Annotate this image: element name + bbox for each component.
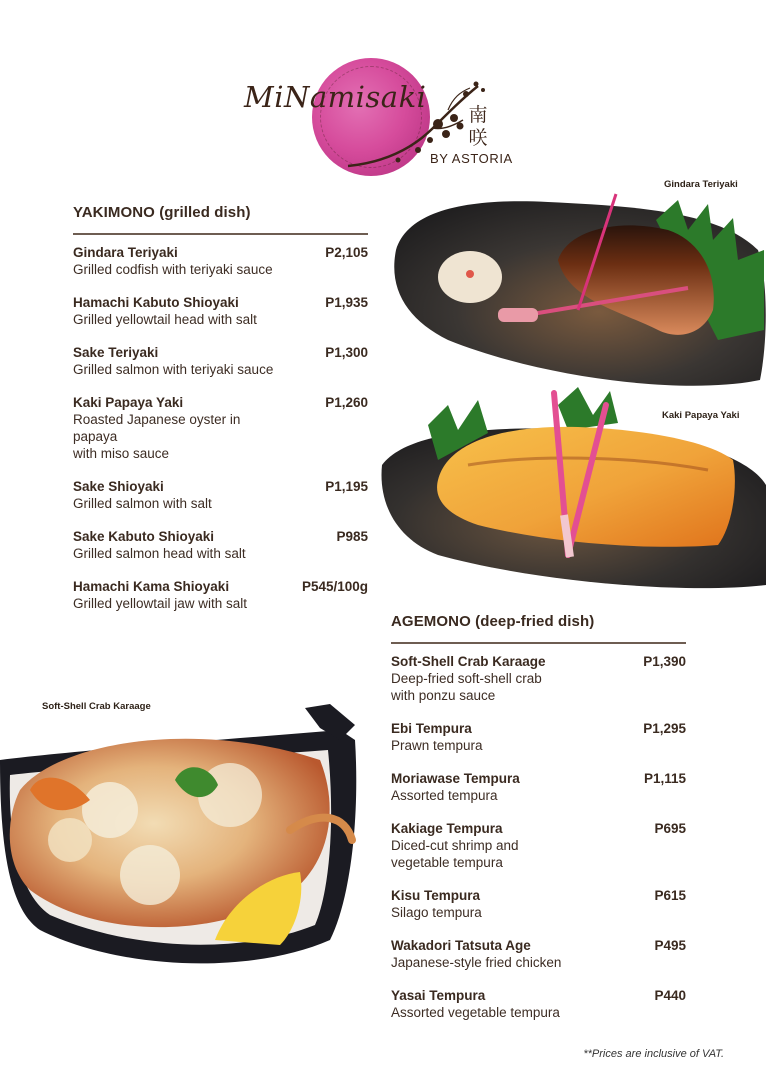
kaki-papaya-yaki-photo: [378, 385, 768, 595]
item-name: Gindara Teriyaki: [73, 245, 178, 260]
item-description: Grilled salmon head with salt: [73, 546, 246, 561]
item-name: Soft-Shell Crab Karaage: [391, 654, 546, 669]
item-description: Prawn tempura: [391, 738, 483, 753]
item-description: Assorted tempura: [391, 788, 498, 803]
item-name: Yasai Tempura: [391, 988, 486, 1003]
item-name: Wakadori Tatsuta Age: [391, 938, 531, 953]
section-title: YAKIMONO (grilled dish): [73, 204, 251, 221]
item-name: Moriawase Tempura: [391, 771, 520, 786]
item-name: Hamachi Kabuto Shioyaki: [73, 295, 239, 310]
item-name: Kaki Papaya Yaki: [73, 395, 184, 410]
menu-item: [391, 720, 686, 754]
item-price: P1,390: [643, 654, 686, 669]
menu-item: [73, 244, 368, 278]
logo-byline: BY ASTORIA: [430, 151, 513, 166]
menu-item: [391, 770, 686, 804]
item-name: Ebi Tempura: [391, 721, 472, 736]
item-name: Hamachi Kama Shioyaki: [73, 579, 230, 594]
section-title: AGEMONO (deep-fried dish): [391, 613, 595, 630]
item-price: P615: [654, 888, 686, 903]
logo-kanji-2: 咲: [468, 127, 488, 149]
item-price: P495: [654, 938, 686, 953]
item-name: Sake Teriyaki: [73, 345, 159, 360]
item-price: P545/100g: [301, 579, 368, 594]
item-name: Kisu Tempura: [391, 888, 481, 903]
logo-kanji: [466, 104, 490, 150]
item-name: Sake Kabuto Shioyaki: [73, 529, 215, 544]
agemono-section: [391, 613, 686, 1037]
menu-item: [73, 394, 368, 462]
photo-caption-crab: Soft-Shell Crab Karaage: [42, 701, 151, 712]
item-description: Deep-fried soft-shell crab: [391, 671, 542, 686]
item-price: P1,260: [325, 395, 368, 410]
item-description: Roasted Japanese oyster in papaya: [73, 412, 241, 444]
gindara-teriyaki-photo: [388, 190, 768, 395]
menu-item: [391, 887, 686, 921]
item-description: Grilled yellowtail jaw with salt: [73, 596, 248, 611]
section-divider: [391, 642, 686, 644]
photo-caption-gindara: Gindara Teriyaki: [664, 179, 738, 190]
item-price: P985: [336, 529, 368, 544]
item-description: Assorted vegetable tempura: [391, 1005, 560, 1020]
item-description: with miso sauce: [73, 446, 170, 461]
item-price: P2,105: [325, 245, 368, 260]
item-price: P440: [654, 988, 686, 1003]
menu-item: [391, 937, 686, 971]
menu-item: [73, 528, 368, 562]
menu-item: [73, 578, 368, 612]
section-divider: [73, 233, 368, 235]
item-description: Diced-cut shrimp and: [391, 838, 519, 853]
item-price: P1,300: [325, 345, 368, 360]
soft-shell-crab-photo: [0, 700, 370, 980]
menu-list: [73, 244, 368, 612]
item-description: Grilled salmon with teriyaki sauce: [73, 362, 274, 377]
menu-item: [73, 344, 368, 378]
item-price: P1,295: [643, 721, 686, 736]
photo-caption-kaki: Kaki Papaya Yaki: [662, 410, 740, 421]
item-price: P1,195: [325, 479, 368, 494]
item-description: Grilled salmon with salt: [73, 496, 212, 511]
yakimono-section: [73, 204, 368, 628]
item-price: P695: [654, 821, 686, 836]
item-description: Silago tempura: [391, 905, 482, 920]
menu-item: [391, 653, 686, 704]
item-price: P1,935: [325, 295, 368, 310]
item-description: with ponzu sauce: [391, 688, 496, 703]
item-price: P1,115: [643, 771, 686, 786]
menu-item: [73, 294, 368, 328]
menu-list: [391, 653, 686, 1021]
menu-item: [391, 987, 686, 1021]
item-name: Kakiage Tempura: [391, 821, 503, 836]
menu-item: [73, 478, 368, 512]
item-name: Sake Shioyaki: [73, 479, 164, 494]
item-description: Grilled yellowtail head with salt: [73, 312, 257, 327]
logo-kanji-1: 南: [468, 104, 488, 126]
item-description: vegetable tempura: [391, 855, 503, 870]
logo-wordmark: MiNamisaki: [244, 80, 427, 114]
menu-item: [391, 820, 686, 871]
restaurant-logo: [238, 58, 538, 174]
item-description: Japanese-style fried chicken: [391, 955, 562, 970]
vat-footnote: **Prices are inclusive of VAT.: [583, 1048, 724, 1060]
item-description: Grilled codfish with teriyaki sauce: [73, 262, 273, 277]
